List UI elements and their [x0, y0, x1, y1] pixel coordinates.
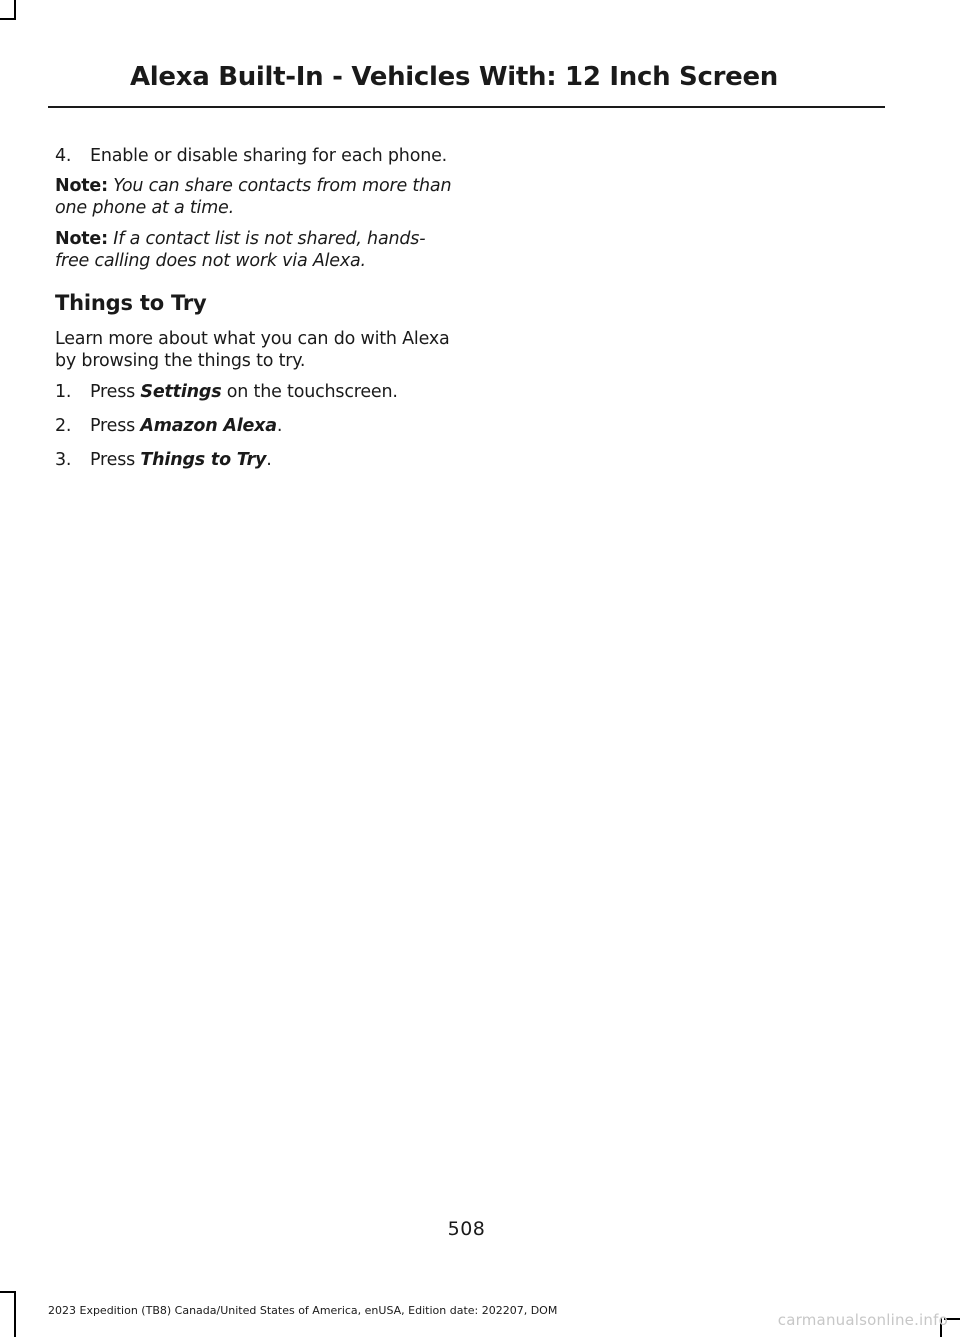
page-number: 508 [447, 1218, 486, 1240]
step-suffix: . [276, 416, 283, 436]
ui-term: Amazon Alexa [140, 416, 277, 436]
note-label: Note: [55, 176, 108, 196]
ui-term: Settings [140, 382, 222, 402]
step-item [55, 449, 455, 471]
note [55, 228, 455, 272]
page-title: Alexa Built-In - Vehicles With: 12 Inch Screen [129, 62, 778, 92]
crop-mark-bottom-left [0, 1291, 16, 1293]
crop-mark-top-left [0, 18, 16, 20]
step-item [55, 415, 455, 437]
step-number: 3. [55, 450, 72, 470]
watermark: carmanualsonline.info [777, 1311, 948, 1329]
step-number: 2. [55, 416, 72, 436]
crop-mark-bottom-left [14, 1291, 16, 1337]
step-number: 4. [55, 146, 72, 166]
intro-paragraph: Learn more about what you can do with Alexa by browsing the things to try. [55, 329, 450, 371]
note-text: You can share contacts from more than one phone at a time. [55, 176, 452, 218]
section-heading: Things to Try [55, 291, 207, 315]
step-text: Enable or disable sharing for each phone. [90, 146, 448, 166]
header-divider [48, 106, 885, 108]
note-text: If a contact list is not shared, hands-free calling does not work via Alexa. [55, 229, 426, 271]
note-label: Note: [55, 229, 108, 249]
step-item [55, 145, 455, 167]
edition-footer: 2023 Expedition (TB8) Canada/United States of America, enUSA, Edition date: 202207, DOM [48, 1304, 558, 1317]
ui-term: Things to Try [140, 450, 267, 470]
main-column [55, 145, 455, 483]
step-suffix: . [266, 450, 272, 470]
step-suffix: on the touchscreen. [221, 382, 398, 402]
step-prefix: Press [90, 382, 141, 402]
crop-mark-top-left [14, 0, 16, 20]
step-prefix: Press [90, 416, 141, 436]
step-item [55, 381, 455, 403]
note [55, 175, 455, 219]
step-number: 1. [55, 382, 72, 402]
step-prefix: Press [90, 450, 141, 470]
